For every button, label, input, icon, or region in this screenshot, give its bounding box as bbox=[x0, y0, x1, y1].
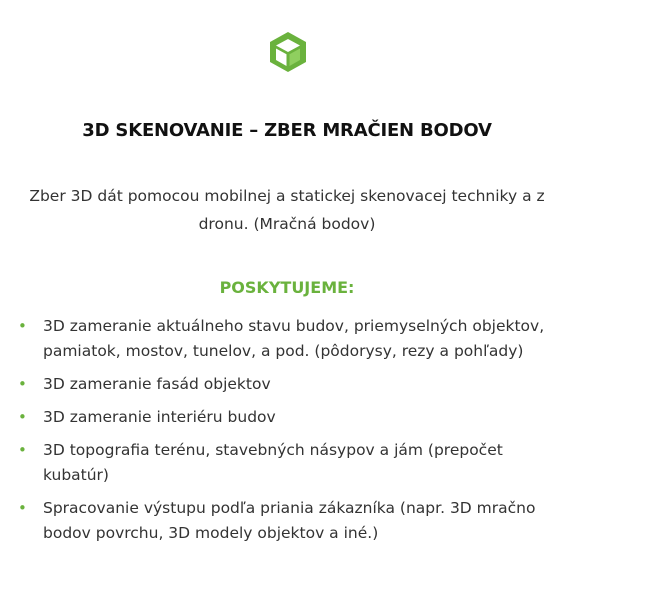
list-item bbox=[18, 314, 558, 364]
services-heading: POSKYTUJEME: bbox=[219, 278, 355, 297]
list-item bbox=[18, 438, 558, 488]
bullet-icon: • bbox=[18, 375, 27, 393]
list-item-text: 3D zameranie interiéru budov bbox=[43, 408, 276, 426]
bullet-icon: • bbox=[18, 408, 27, 426]
intro-text: Zber 3D dát pomocou mobilnej a statickej skenovacej techniky a z dronu. (Mračná bodov) bbox=[29, 187, 545, 233]
list-item bbox=[18, 372, 558, 397]
list-item-text: 3D zameranie aktuálneho stavu budov, priemyselných objektov, pamiatok, mostov, tunelov, a pod. (pôdorysy, rezy a pohľady) bbox=[43, 317, 545, 360]
bullet-icon: • bbox=[18, 499, 27, 517]
list-item-text: Spracovanie výstupu podľa priania zákazníka (napr. 3D mračno bodov povrchu, 3D modely objektov a iné.) bbox=[43, 499, 536, 542]
page-title: 3D SKENOVANIE – ZBER MRAČIEN BODOV bbox=[82, 120, 492, 141]
list-item bbox=[18, 496, 558, 546]
services-list bbox=[18, 314, 558, 554]
cube-icon bbox=[266, 30, 310, 74]
bullet-icon: • bbox=[18, 441, 27, 459]
list-item-text: 3D zameranie fasád objektov bbox=[43, 375, 271, 393]
bullet-icon: • bbox=[18, 317, 27, 335]
list-item-text: 3D topografia terénu, stavebných násypov a jám (prepočet kubatúr) bbox=[43, 441, 503, 484]
list-item bbox=[18, 405, 558, 430]
